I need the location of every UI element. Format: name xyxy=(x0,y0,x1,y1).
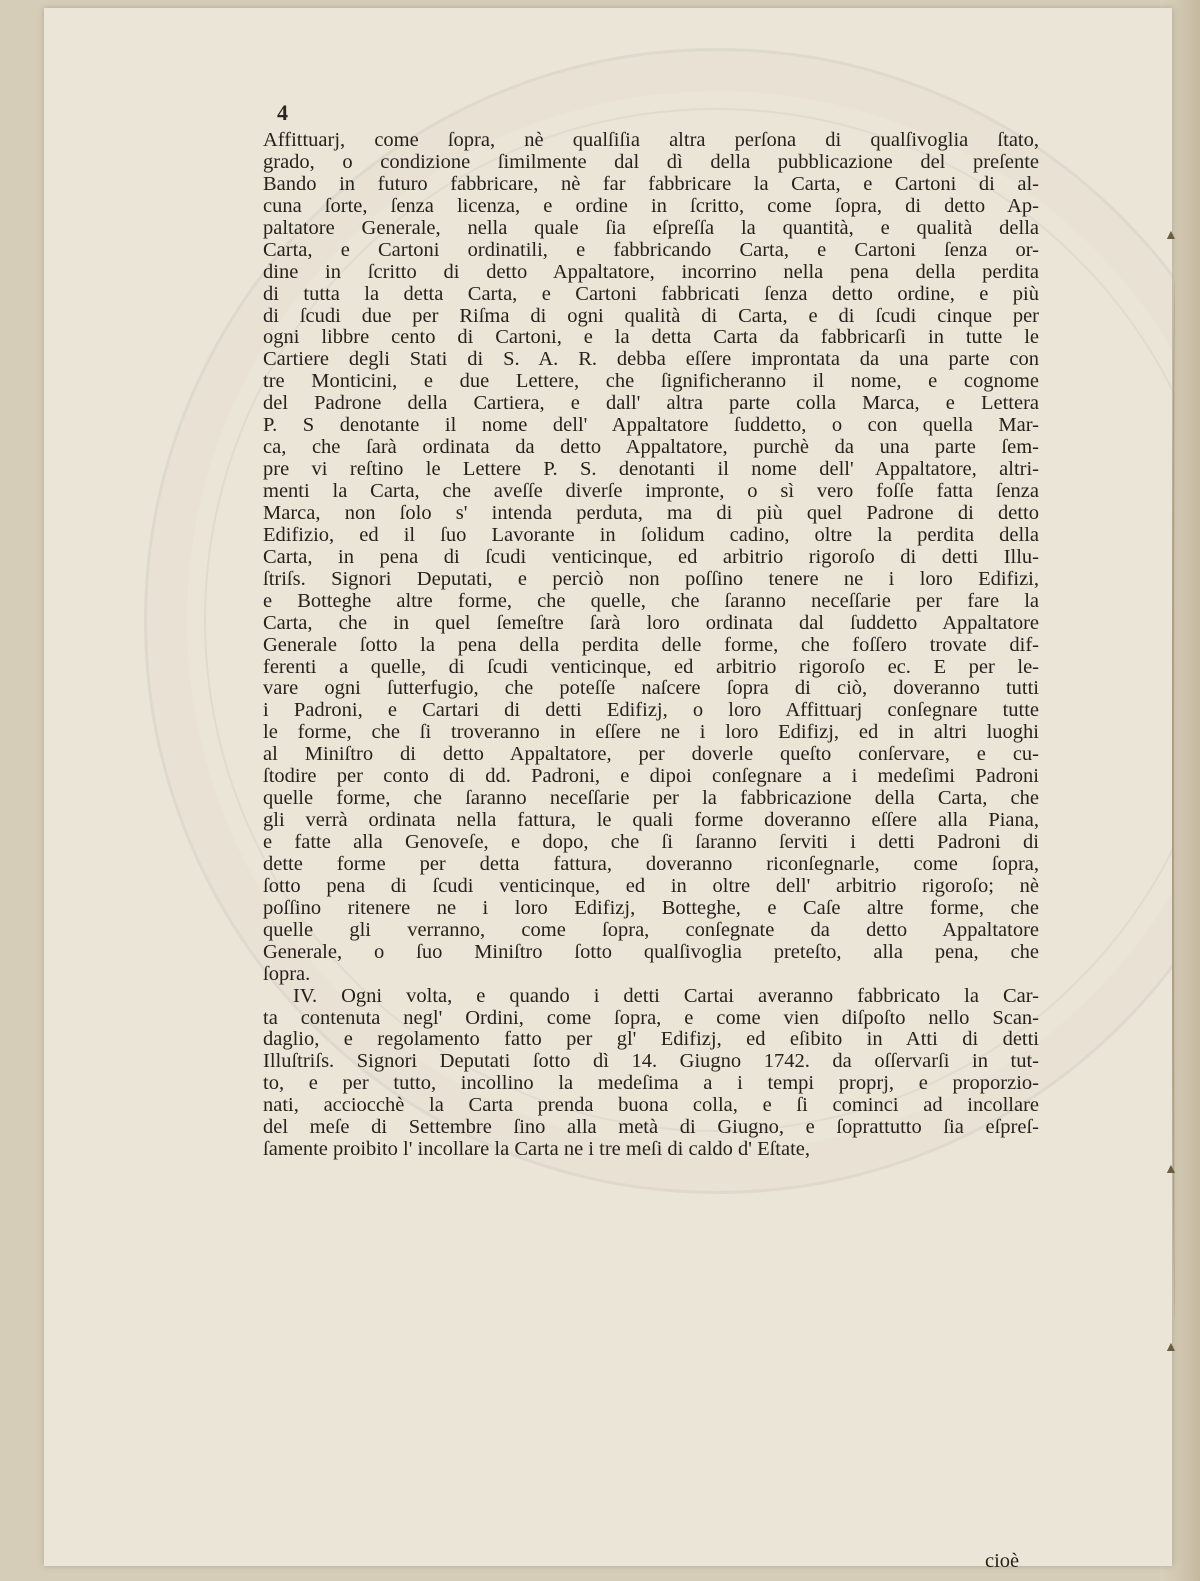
text-line: tre Monticini, e due Lettere, che ſignificheranno il nome, e cognome xyxy=(263,370,1039,393)
text-line: ſotto pena di ſcudi venticinque, ed in oltre dell' arbitrio rigoroſo; nè xyxy=(263,874,1039,897)
text-line: ogni libbre cento di Cartoni, e la detta Carta da fabbricarſi in tutte le xyxy=(263,326,1039,349)
text-line: ſtodire per conto di dd. Padroni, e dipoi conſegnare a i medeſimi Padroni xyxy=(263,765,1039,788)
text-line: del meſe di Settembre ſino alla metà di Giugno, e ſoprattutto ſia eſpreſ- xyxy=(263,1116,1039,1139)
body-text xyxy=(263,130,1039,1161)
text-line: Cartiere degli Stati di S. A. R. debba eſſere improntata da una parte con xyxy=(263,348,1039,371)
text-line: le forme, che ſi troveranno in eſſere ne i loro Edifizj, ed in altri luoghi xyxy=(263,721,1039,744)
text-line: al Miniſtro di detto Appaltatore, per doverle queſto conſervare, e cu- xyxy=(263,743,1039,766)
text-line: i Padroni, e Cartari di detti Edifizj, o loro Affittuarj conſegnare tutte xyxy=(263,699,1039,722)
text-line: poſſino ritenere ne i loro Edifizj, Botteghe, e Caſe altre forme, che xyxy=(263,896,1039,919)
text-line: menti la Carta, che aveſſe diverſe impronte, o sì vero foſſe fatta ſenza xyxy=(263,480,1039,502)
text-line: Generale, o ſuo Miniſtro ſotto qualſivoglia preteſto, alla pena, che xyxy=(263,940,1039,963)
text-line: Marca, non ſolo s' intenda perduta, ma di più quel Padrone di detto xyxy=(263,501,1039,524)
text-line: P. S denotante il nome dell' Appaltatore ſuddetto, o con quella Mar- xyxy=(263,414,1039,437)
gutter-mark: ▲ xyxy=(1164,1340,1178,1355)
text-line: e Botteghe altre forme, che quelle, che ſaranno neceſſarie per fare la xyxy=(263,589,1039,612)
text-line: dine in ſcritto di detto Appaltatore, incorrino nella pena della perdita xyxy=(263,260,1039,283)
text-line: Carta, e Cartoni ordinatili, e fabbricando Carta, e Cartoni ſenza or- xyxy=(263,238,1039,261)
text-line: grado, o condizione ſimilmente dal dì della pubblicazione del preſente xyxy=(263,150,1039,173)
text-line: gli verrà ordinata nella fattura, le quali forme doveranno eſſere alla Piana, xyxy=(263,809,1039,832)
text-line: pre vi reſtino le Lettere P. S. denotanti il nome dell' Appaltatore, altri- xyxy=(263,458,1039,481)
text-line: dette forme per detta fattura, doveranno riconſegnarle, come ſopra, xyxy=(263,852,1039,875)
text-line: quelle forme, che ſaranno neceſſarie per la fabbricazione della Carta, che xyxy=(263,787,1039,810)
text-line: e fatte alla Genoveſe, e dopo, che ſi ſaranno ſerviti i detti Padroni di xyxy=(263,831,1039,853)
text-line: quelle gli verranno, come ſopra, conſegnate da detto Appaltatore xyxy=(263,918,1039,941)
text-line: ſamente proibito l' incollare la Carta ne i tre meſi di caldo d' Eſtate, xyxy=(263,1138,811,1161)
text-line: Edifizio, ed il ſuo Lavorante in ſolidum cadino, oltre la perdita della xyxy=(263,523,1039,546)
text-line: di tutta la detta Carta, e Cartoni fabbricati ſenza detto ordine, e più xyxy=(263,282,1039,305)
text-line: Affittuarj, come ſopra, nè qualſiſia altra perſona di qualſivoglia ſtato, xyxy=(263,129,1039,151)
text-line: to, e per tutto, incollino la medeſima a i tempi proprj, e proporzio- xyxy=(263,1072,1039,1095)
page-number: 4 xyxy=(277,100,288,125)
text-line: IV. Ogni volta, e quando i detti Cartai averanno fabbricato la Car- xyxy=(293,984,1039,1007)
gutter-mark: ▲ xyxy=(1164,1162,1178,1177)
text-line: di ſcudi due per Riſma di ogni qualità di Carta, e di ſcudi cinque per xyxy=(263,304,1039,327)
text-line: daglio, e regolamento fatto per gl' Edifizj, ed eſibito in Atti di detti xyxy=(263,1028,1039,1051)
text-line: ca, che ſarà ordinata da detto Appaltatore, purchè da una parte ſem- xyxy=(263,436,1039,459)
text-line: Carta, in pena di ſcudi venticinque, ed arbitrio rigoroſo di detti Illu- xyxy=(263,545,1039,568)
text-line: cuna ſorte, ſenza licenza, e ordine in ſcritto, come ſopra, di detto Ap- xyxy=(263,194,1039,217)
text-line: ta contenuta negl' Ordini, come ſopra, e come vien diſpoſto nello Scan- xyxy=(263,1006,1039,1029)
text-line: ferenti a quelle, di ſcudi venticinque, ed arbitrio rigoroſo ec. E per le- xyxy=(263,655,1039,678)
text-line: ſopra. xyxy=(263,962,311,985)
text-line: del Padrone della Cartiera, e dall' altra parte colla Marca, e Lettera xyxy=(263,392,1039,415)
text-line: Generale ſotto la pena della perdita delle forme, che foſſero trovate dif- xyxy=(263,633,1039,656)
gutter-mark: ▲ xyxy=(1164,228,1178,243)
catchword: cioè xyxy=(985,1550,1020,1572)
text-line: Carta, che in quel ſemeſtre ſarà loro ordinata dal ſuddetto Appaltatore xyxy=(263,611,1039,634)
text-line: paltatore Generale, nella quale ſia eſpreſſa la quantità, e qualità della xyxy=(263,216,1039,239)
text-line: vare ogni ſutterfugio, che poteſſe naſcere ſopra di ciò, doveranno tutti xyxy=(263,677,1039,700)
text-line: nati, acciocchè la Carta prenda buona colla, e ſi cominci ad incollare xyxy=(263,1094,1039,1117)
text-line: Bando in futuro fabbricare, nè far fabbricare la Carta, e Cartoni di al- xyxy=(263,172,1039,195)
text-line: Illuſtriſs. Signori Deputati ſotto dì 14. Giugno 1742. da oſſervarſi in tut- xyxy=(263,1050,1039,1073)
text-line: ſtriſs. Signori Deputati, e perciò non poſſino tenere ne i loro Edifizi, xyxy=(263,567,1039,590)
